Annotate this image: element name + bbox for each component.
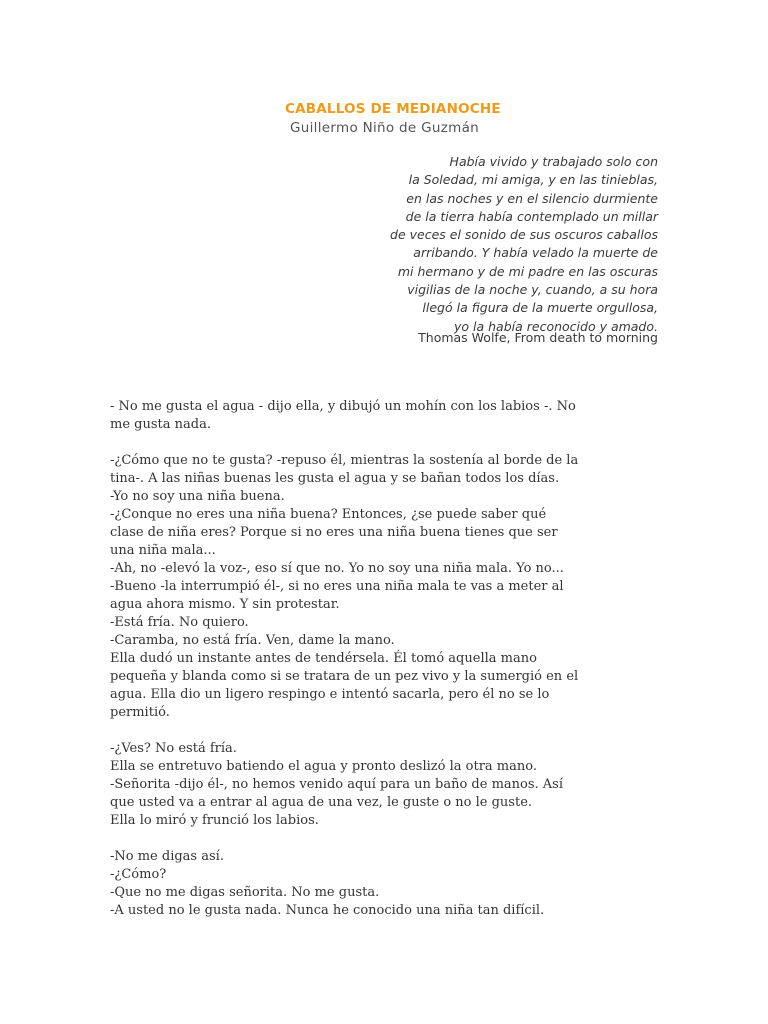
body-line: -Yo no soy una niña buena.: [110, 489, 285, 504]
body-line: -Señorita -dijo él-, no hemos venido aquí para un baño de manos. Así: [110, 777, 564, 792]
body-line: -¿Conque no eres una niña buena? Entonces, ¿se puede saber qué: [110, 507, 547, 522]
paragraph-gap: [110, 722, 670, 740]
epigraph-line: de la tierra había contemplado un millar: [405, 208, 658, 224]
epigraph-attribution: Thomas Wolfe, From death to morning: [418, 330, 658, 345]
epigraph-line: arribando. Y había velado la muerte de: [413, 245, 658, 261]
body-line: -Caramba, no está fría. Ven, dame la mano.: [110, 633, 395, 648]
epigraph-line: Había vivido y trabajado solo con: [449, 154, 658, 169]
epigraph-line: de veces el sonido de sus oscuros caballos: [390, 227, 658, 243]
paragraph-gap: [110, 434, 670, 452]
epigraph-line: yo la había reconocido y amado.: [454, 318, 658, 334]
body-line: Ella dudó un instante antes de tendérsela. Él tomó aquella mano: [110, 651, 537, 666]
body-line: permitió.: [110, 705, 170, 720]
body-line: tina-. A las niñas buenas les gusta el agua y se bañan todos los días.: [110, 471, 560, 486]
body-line: -A usted no le gusta nada. Nunca he conocido una niña tan difícil.: [110, 903, 545, 918]
body-line: agua ahora mismo. Y sin protestar.: [110, 597, 340, 612]
body-line: Ella se entretuvo batiendo el agua y pronto deslizó la otra mano.: [110, 759, 537, 774]
body-line: una niña mala...: [110, 543, 216, 558]
body-line: que usted va a entrar al agua de una vez, le guste o no le guste.: [110, 795, 533, 810]
story-body: [110, 398, 670, 920]
paragraph-gap: [110, 830, 670, 848]
body-line: -Está fría. No quiero.: [110, 615, 249, 630]
epigraph-line: en las noches y en el silencio durmiente: [406, 190, 658, 206]
body-line: -Bueno -la interrumpió él-, si no eres una niña mala te vas a meter al: [110, 579, 564, 594]
body-line: Ella lo miró y frunció los labios.: [110, 813, 319, 828]
body-line: -¿Ves? No está fría.: [110, 741, 237, 756]
body-line: -Que no me digas señorita. No me gusta.: [110, 885, 380, 900]
epigraph: [338, 153, 658, 336]
epigraph-line: la Soledad, mi amiga, y en las tinieblas,: [408, 172, 658, 188]
body-line: -¿Cómo?: [110, 867, 167, 882]
body-line: agua. Ella dio un ligero respingo e intentó sacarla, pero él no se lo: [110, 687, 550, 702]
story-title: CABALLOS DE MEDIANOCHE: [285, 101, 501, 117]
body-line: -No me digas así.: [110, 849, 224, 864]
body-line: -Ah, no -elevó la voz-, eso sí que no. Yo no soy una niña mala. Yo no...: [110, 561, 564, 576]
body-line: clase de niña eres? Porque si no eres una niña buena tienes que ser: [110, 525, 558, 540]
body-line: - No me gusta el agua - dijo ella, y dibujó un mohín con los labios -. No: [110, 399, 576, 414]
epigraph-line: vigilias de la noche y, cuando, a su hora: [407, 282, 658, 298]
body-line: pequeña y blanda como si se tratara de un pez vivo y la sumergió en el: [110, 669, 579, 684]
body-line: me gusta nada.: [110, 417, 211, 432]
epigraph-line: mi hermano y de mi padre en las oscuras: [397, 263, 658, 279]
body-line: -¿Cómo que no te gusta? -repuso él, mientras la sostenía al borde de la: [110, 453, 579, 468]
epigraph-line: llegó la figura de la muerte orgullosa,: [422, 300, 658, 316]
story-author: Guillermo Niño de Guzmán: [290, 120, 479, 136]
